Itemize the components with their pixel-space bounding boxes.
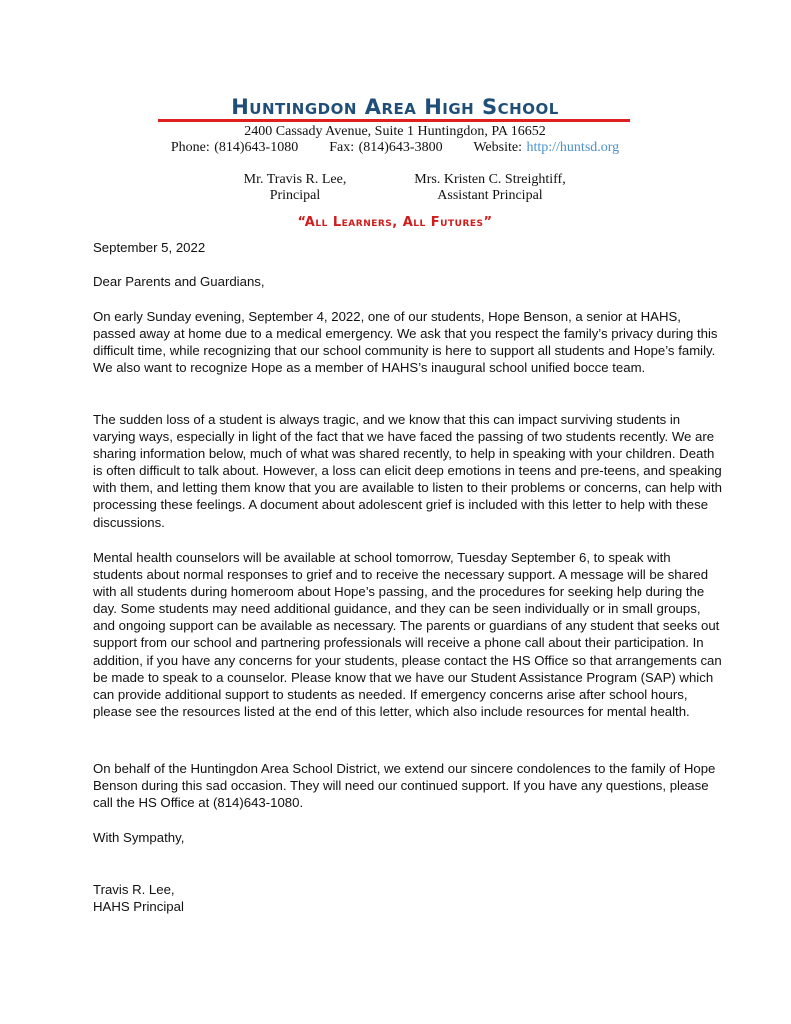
principal-name: Mr. Travis R. Lee,: [243, 172, 347, 187]
website-label: Website:: [473, 140, 522, 155]
phone-number: (814)643-1080: [214, 140, 299, 155]
signature-title: HAHS Principal: [93, 899, 184, 915]
salutation: Dear Parents and Guardians,: [93, 274, 265, 289]
phone-label: Phone:: [170, 140, 210, 155]
principal-title: Principal: [269, 188, 321, 203]
closing: With Sympathy,: [93, 830, 185, 845]
paragraph-condolences: On behalf of the Huntingdon Area School District, we extend our sincere condolences to the family of Hope Benson during this sad occasion. They will need our continued support. If you have any questions, please call the HS Office at (814)643-1080.: [93, 761, 716, 811]
school-address: 2400 Cassady Avenue, Suite 1 Huntingdon, PA 16652: [244, 124, 546, 139]
paragraph-counselors: Mental health counselors will be available at school tomorrow, Tuesday September 6, to speak with students about normal responses to grief and to receive the necessary support. A message will be shared with all students during homeroom about Hope’s passing, and the procedures for seeking help during the day. Some students may need additional guidance, and they can be seen individually or in small groups, and ongoing support can be available as necessary. The parents or guardians of any student that seeks out support from our school and partnering professionals will receive a phone call about their participation. In addition, if you have any concerns for your students, please contact the HS Office so that arrangements can be made to speak to a counselor. Please know that we have our Student Assistance Program (SAP) which can provide additional support to students as needed. If emergency concerns arise after school hours, please see the resources listed at the end of this letter, which also include resources for mental health.: [93, 550, 722, 719]
letterhead-red-rule: [158, 119, 630, 122]
school-name-heading: Huntingdon Area High School: [231, 95, 559, 119]
assistant-principal-block: [405, 172, 575, 204]
paragraph-announcement: On early Sunday evening, September 4, 2022, one of our students, Hope Benson, a senior at HAHS, passed away at home due to a medical emergency. We ask that you respect the family’s privacy during this difficult time, while recognizing that our school community is here to support all students and Hope’s family. We also want to recognize Hope as a member of HAHS’s inaugural school unified bocce team.: [93, 309, 718, 376]
letter-date: September 5, 2022: [93, 240, 206, 255]
assistant-principal-name: Mrs. Kristen C. Streightiff,: [414, 172, 566, 187]
fax-number: (814)643-3800: [358, 140, 443, 155]
fax-label: Fax:: [329, 140, 355, 155]
assistant-principal-title: Assistant Principal: [437, 188, 543, 203]
paragraph-impact: The sudden loss of a student is always tragic, and we know that this can impact surviving students in varying ways, especially in light of the fact that we have faced the passing of two students recently. We are sharing information below, much of what was shared recently, to help in speaking with your children. Death is often difficult to talk about. However, a loss can elicit deep emotions in teens and pre-teens, and speaking with them, and letting them know that you are available to listen to their problems or concerns, can help with processing these feelings. A document about adolescent grief is included with this letter to help with these discussions.: [93, 412, 722, 530]
principal-block: [225, 172, 365, 204]
signature-name: Travis R. Lee,: [93, 882, 175, 897]
contact-line: [150, 140, 640, 156]
website-link[interactable]: http://huntsd.org: [526, 140, 620, 155]
signature-block: [93, 881, 723, 915]
school-motto: “All Learners, All Futures”: [297, 215, 493, 230]
